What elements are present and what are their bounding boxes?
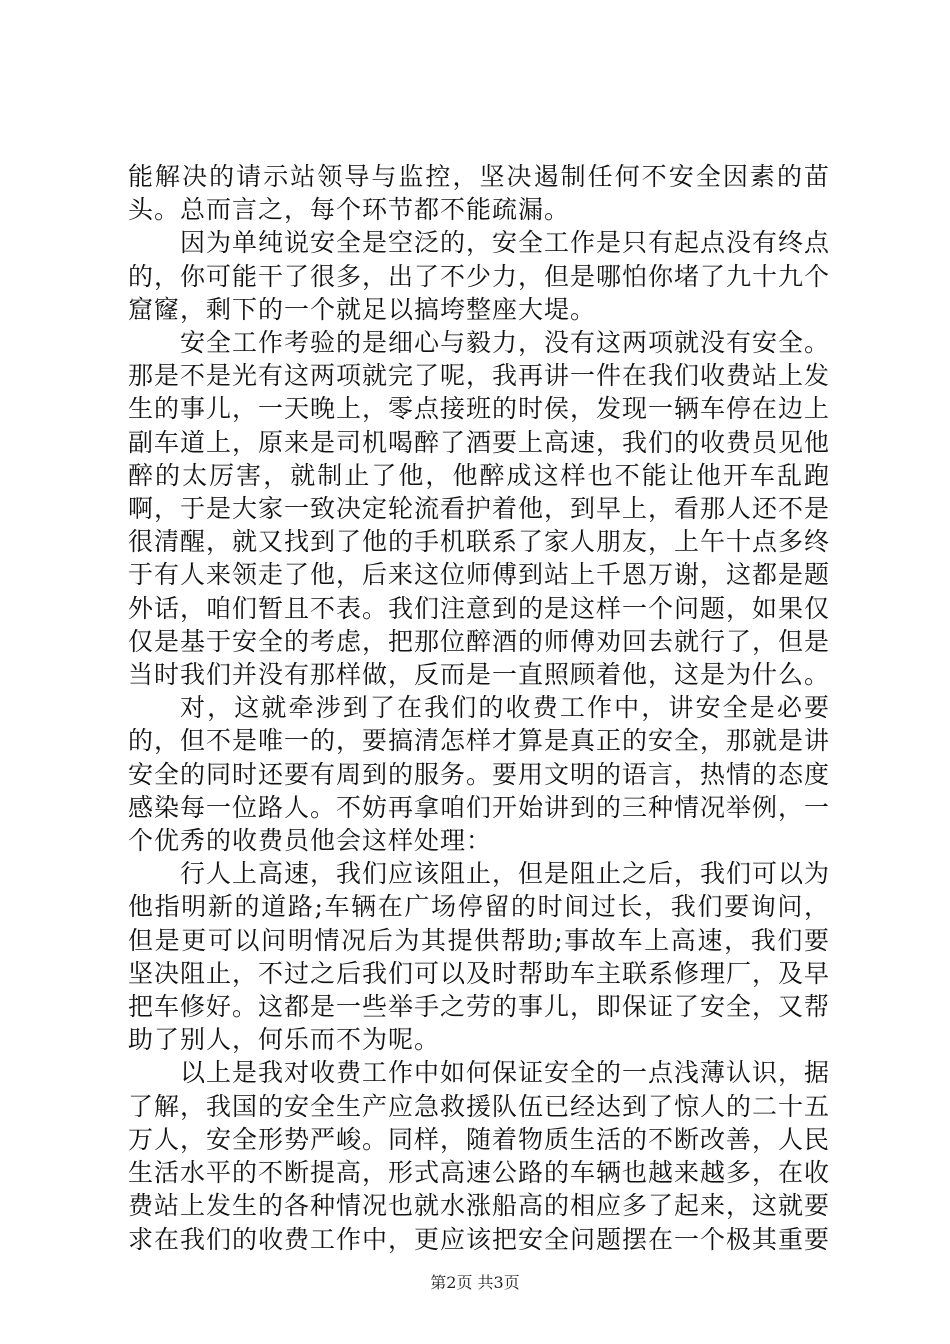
paragraph-5: 行人上高速，我们应该阻止，但是阻止之后，我们可以为他指明新的道路;车辆在广场停留的时间过长，我们要询问，但是更可以问明情况后为其提供帮助;事故车上高速，我们要坚决阻止，不过之后我们可以及时帮助车主联系修理厂，及早把车修好。这都是一些举手之劳的事儿，即保证了安全，又帮助了别人，何乐而不为呢。 xyxy=(128,859,831,1055)
page-number-footer: 第2页 共3页 xyxy=(430,1273,520,1292)
paragraph-6: 以上是我对收费工作中如何保证安全的一点浅薄认识，据了解，我国的安全生产应急救援队伍已经达到了惊人的二十五万人，安全形势严峻。同样，随着物质生活的不断改善，人民生活水平的不断提高，形式高速公路的车辆也越来越多，在收费站上发生的各种情况也就水涨船高的相应多了起来，这就要求在我们的收费工作中，更应该把安全问题摆在一个极其重要 xyxy=(128,1058,831,1254)
paragraph-2: 因为单纯说安全是空泛的，安全工作是只有起点没有终点的，你可能干了很多，出了不少力，但是哪怕你堵了九十九个窟窿，剩下的一个就足以搞垮整座大堤。 xyxy=(128,228,831,324)
paragraph-4: 对，这就牵涉到了在我们的收费工作中，讲安全是必要的，但不是唯一的，要搞清怎样才算是真正的安全，那就是讲安全的同时还要有周到的服务。要用文明的语言，热情的态度感染每一位路人。不妨再拿咱们开始讲到的三种情况举例，一个优秀的收费员他会这样处理： xyxy=(128,693,831,856)
paragraph-3: 安全工作考验的是细心与毅力，没有这两项就没有安全。那是不是光有这两项就完了呢，我再讲一件在我们收费站上发生的事儿，一天晚上，零点接班的时侯，发现一辆车停在边上副车道上，原来是司机喝醉了酒要上高速，我们的收费员见他醉的太厉害，就制止了他，他醉成这样也不能让他开车乱跑啊，于是大家一致决定轮流看护着他，到早上，看那人还不是很清醒，就又找到了他的手机联系了家人朋友，上午十点多终于有人来领走了他，后来这位师傅到站上千恩万谢，这都是题外话，咱们暂且不表。我们注意到的是这样一个问题，如果仅仅是基于安全的考虑，把那位醉酒的师傅劝回去就行了，但是当时我们并没有那样做，反而是一直照顾着他，这是为什么。 xyxy=(128,328,831,690)
document-body xyxy=(128,160,830,1256)
paragraph-1: 能解决的请示站领导与监控，坚决遏制任何不安全因素的苗头。总而言之，每个环节都不能疏漏。 xyxy=(128,162,830,225)
